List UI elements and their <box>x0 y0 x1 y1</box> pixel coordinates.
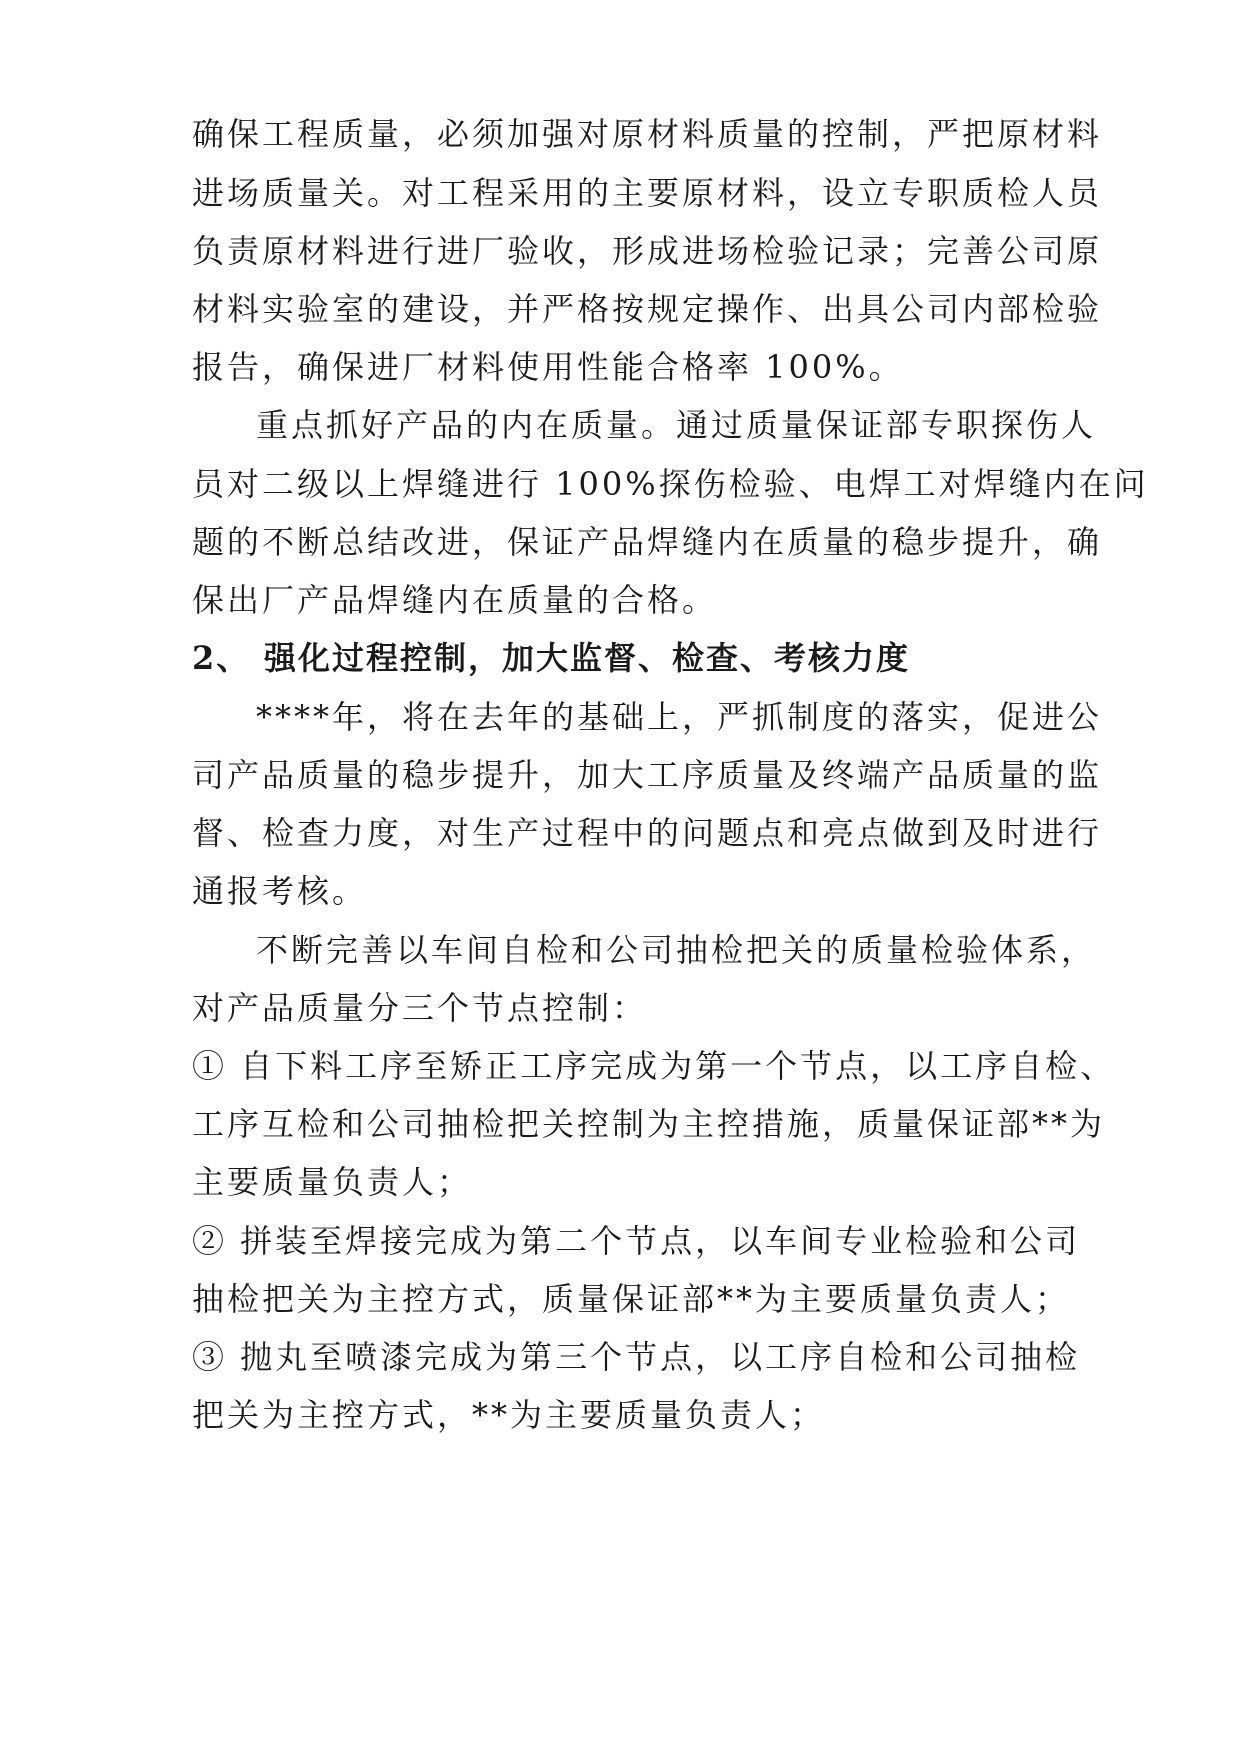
paragraph-line: 保出厂产品焊缝内在质量的合格。 <box>192 581 718 619</box>
list-item-line: 把关为主控方式，**为主要质量负责人； <box>192 1396 826 1434</box>
paragraph-line: 司产品质量的稳步提升，加大工序质量及终端产品质量的监 <box>192 756 1103 794</box>
section-heading <box>192 638 1072 678</box>
paragraph-line: 报告，确保进厂材料使用性能合格率 100%。 <box>192 348 904 386</box>
paragraph-line: 确保工程质量，必须加强对原材料质量的控制，严把原材料 <box>192 115 1103 153</box>
paragraph-line: ****年，将在去年的基础上，严抓制度的落实，促进公 <box>256 698 1103 736</box>
paragraph-line: 通报考核。 <box>192 872 368 910</box>
list-item-line: 主要质量负责人； <box>192 1163 473 1201</box>
list-item-line: ② 拼装至焊接完成为第二个节点，以车间专业检验和公司 <box>192 1222 1081 1260</box>
list-item-line: ① 自下料工序至矫正工序完成为第一个节点，以工序自检、 <box>192 1047 1116 1085</box>
list-item-line: 抽检把关为主控方式，质量保证部**为主要质量负责人； <box>192 1280 1071 1318</box>
list-item-line: 工序互检和公司抽检把关控制为主控措施，质量保证部**为 <box>192 1105 1106 1143</box>
paragraph-line: 进场质量关。对工程采用的主要原材料，设立专职质检人员 <box>192 174 1103 212</box>
paragraph-line: 材料实验室的建设，并严格按规定操作、出具公司内部检验 <box>192 290 1103 328</box>
section-title: 强化过程控制，加大监督、检查、考核力度 <box>264 639 911 677</box>
list-item-line: ③ 抛丸至喷漆完成为第三个节点，以工序自检和公司抽检 <box>192 1338 1081 1376</box>
paragraph-line: 督、检查力度，对生产过程中的问题点和亮点做到及时进行 <box>192 814 1103 852</box>
paragraph-line: 对产品质量分三个节点控制： <box>192 989 648 1027</box>
paragraph-line: 不断完善以车间自检和公司抽检把关的质量检验体系， <box>256 931 1097 969</box>
section-number: 2、 <box>192 639 251 677</box>
paragraph-line: 题的不断总结改进，保证产品焊缝内在质量的稳步提升，确 <box>192 523 1103 561</box>
paragraph-line: 重点抓好产品的内在质量。通过质量保证部专职探伤人 <box>256 406 1097 444</box>
paragraph-line: 负责原材料进行进厂验收，形成进场检验记录；完善公司原 <box>192 232 1103 270</box>
paragraph-line: 员对二级以上焊缝进行 100%探伤检验、电焊工对焊缝内在问 <box>192 465 1149 503</box>
